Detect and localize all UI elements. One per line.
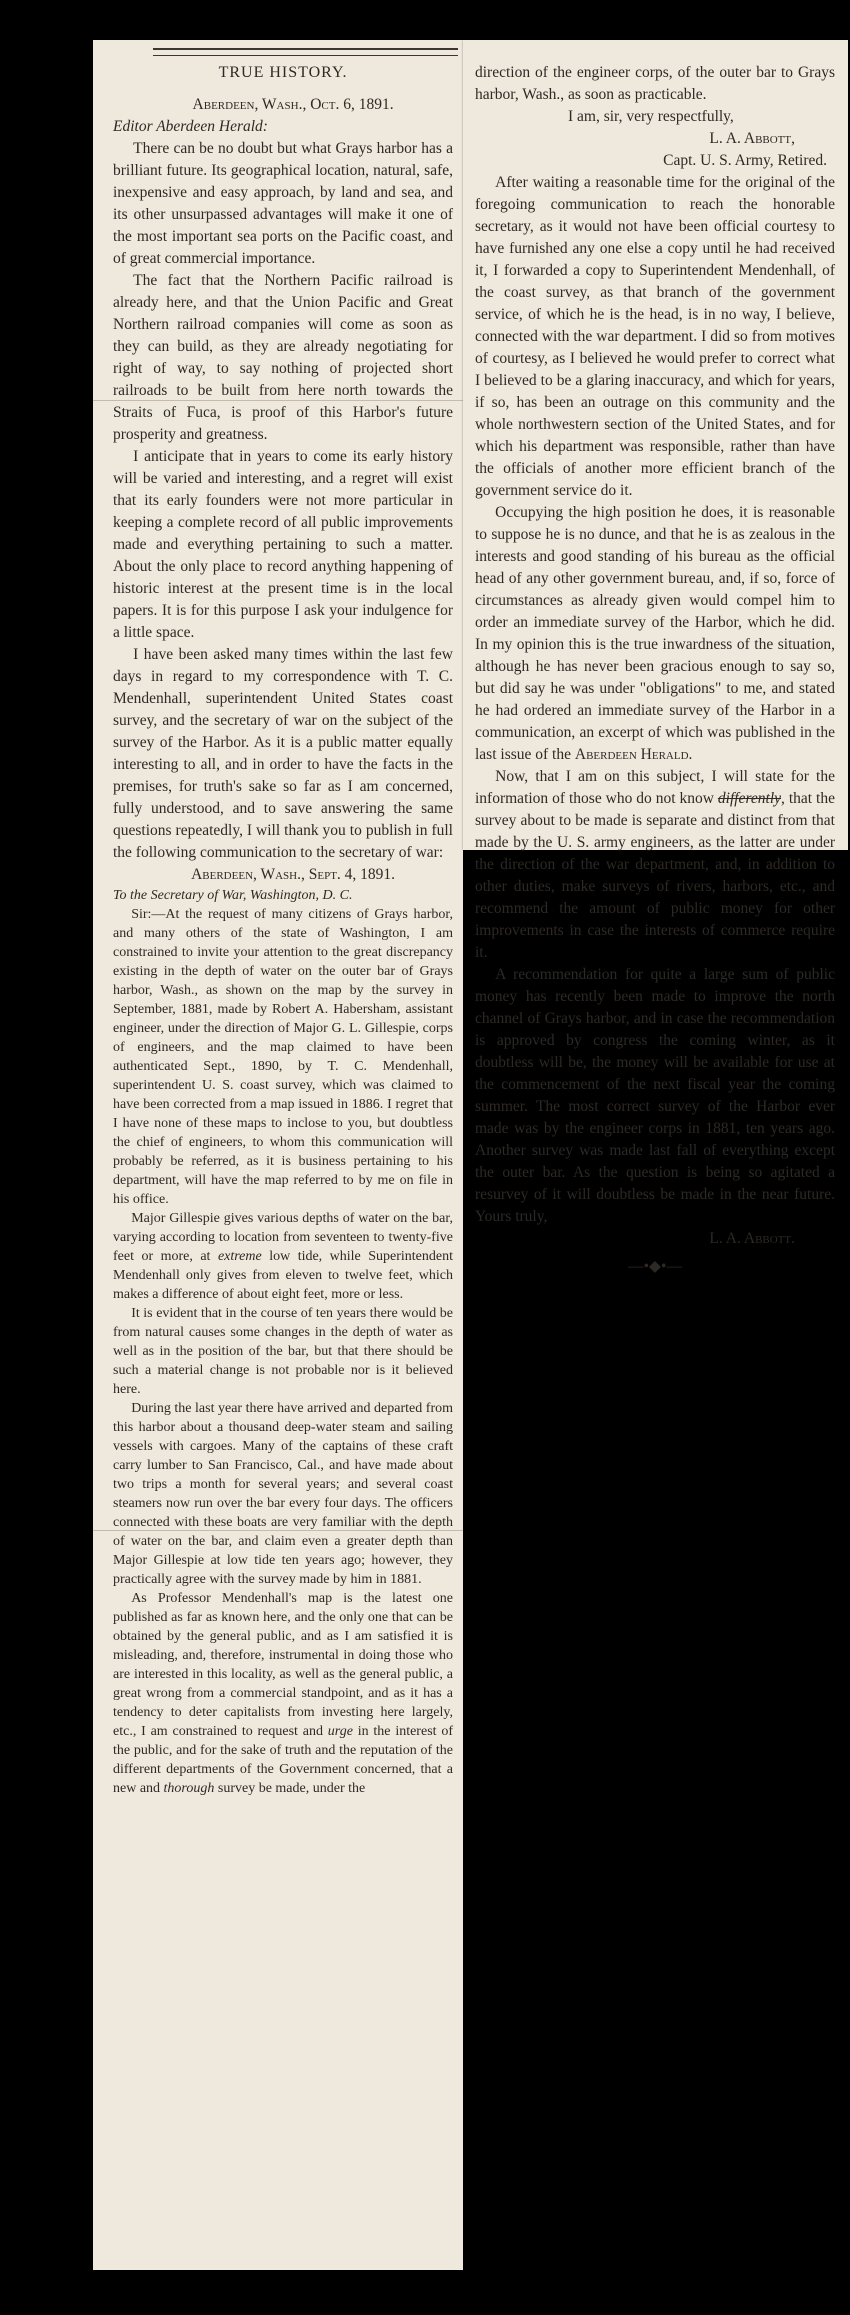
clipping-right-column: [463, 40, 848, 1275]
top-double-rule: [153, 48, 458, 56]
struck-word: differently: [717, 790, 782, 807]
clipping-left-column: [93, 40, 463, 2270]
signature-title: Capt. U. S. Army, Retired.: [663, 152, 827, 169]
letter-dateline: Aberdeen, Wash., Sept. 4, 1891.: [191, 866, 396, 883]
right-column-text: [475, 62, 835, 1275]
article-paragraph: There can be no doubt but what Grays harbor has a brilliant future. Its geographical location, natural, safe, inexpensive and easy approach, by land and sea, and its other unsurpassed advantages will make it one of the most important sea ports on the Pacific coast, and of great commercial importance.: [113, 140, 453, 267]
article-paragraph: Now, that I am on this subject, I will state for the information of those who do not know differently, that the survey about to be made is separate and distinct from that made by the U. S. army engineers, as the latter are under the direction of the war department, and, in addition to other duties, make surveys of rivers, harbors, etc., and recommend the amount of public money for other improvements in case the interests of commerce require it.: [475, 768, 835, 961]
letter-paragraph: As Professor Mendenhall's map is the latest one published as far as known here, and the only one that can be obtained by the general public, and as I am satisfied it is misleading, and, therefore, instrumental in doing those who are interested in this locality, as well as the general public, a great wrong from a commercial standpoint, and as it has a tendency to deter capitalists from investing here largely, etc., I am constrained to request and urge in the interest of the public, and for the sake of truth and the reputation of the different departments of the Government concerned, that a new and thorough survey be made, under the: [113, 1591, 453, 1796]
letter-paragraph: During the last year there have arrived and departed from this harbor about a thousand deep-water steam and sailing vessels with cargoes. Many of the captains of these craft carry lumber to San Francisco, Cal., and have made about two trips a month for several years; and several coast steamers now run over the bar every four days. The officers connected with these boats are very familiar with the depth of water on the bar, and claim even a greater depth than Major Gillespie at low tide ten years ago; however, they practically agree with the survey made by him in 1881.: [113, 1401, 453, 1587]
ornament-rule: —•◆•—: [628, 1258, 682, 1275]
article-paragraph: After waiting a reasonable time for the original of the foregoing communication to reach the honorable secretary, as it would not have been official courtesy to have furnished any one else a copy until he had received it, I forwarded a copy to Superintendent Mendenhall, of the coast survey, as that branch of the government service, of which he is the head, is in no way, I believe, connected with the war department. I did so from motives of courtesy, as I believed he would prefer to correct what I believed to be a glaring inaccuracy, and which for years, if so, has been an outrage on this community and the whole northwestern section of the United States, and for which his department was responsible, rather than have the officials of another more efficient branch of the government service do it.: [475, 174, 835, 499]
article-paragraph: I anticipate that in years to come its early history will be varied and interesting, and a regret will exist that its early founders were not more particular in keeping a complete record of all public improvements made and everything pertaining to such a matter. About the only place to record anything happening of historic interest at the present time is in the local papers. It is for this purpose I ask your indulgence for a little space.: [113, 448, 453, 641]
letter-paragraph: It is evident that in the course of ten years there would be from natural causes some changes in the depth of water as well as in the position of the bar, but that there should be such a material change is not probable nor is it believed here.: [113, 1306, 453, 1397]
letter-paragraph: Sir:—At the request of many citizens of Grays harbor, and many others of the state of Washington, I am constrained to invite your attention to the great discrepancy existing in the depth of water on the outer bar of Grays harbor, Wash., as shown on the map by the survey in September, 1881, made by Robert A. Habersham, assistant engineer, under the direction of Major G. L. Gillespie, corps of engineers, and the map claimed to have been authenticated Sept., 1890, by T. C. Mendenhall, superintendent U. S. coast survey, which was claimed to have been corrected from a map issued in 1886. I regret that I have none of these maps to inclose to you, but doubtless the chief of engineers, to whom this communication will probably be referred, as it is business pertaining to his department, will have the map referred to by me on file in his office.: [113, 907, 453, 1207]
article-paragraph: I have been asked many times within the last few days in regard to my correspondence with T. C. Mendenhall, superintendent United States coast survey, and the secretary of war on the subject of the survey of the Harbor. As it is a public matter equally interesting to all, and in order to have the facts in the premises, for truth's sake so far as I am concerned, fully understood, and to save answering the same questions repeatedly, I will thank you to publish in full the following communication to the secretary of war:: [113, 646, 453, 861]
editor-salutation: Editor Aberdeen Herald:: [113, 118, 268, 135]
letter-signature: L. A. Abbott,: [709, 130, 795, 147]
letter-paragraph: Major Gillespie gives various depths of water on the bar, varying according to location from seventeen to twenty-five feet or more, at extreme low tide, while Superintendent Mendenhall only gives from eleven to twelve feet, which makes a difference of about eight feet, more or less.: [113, 1211, 454, 1302]
letter-closing: I am, sir, very respectfully,: [568, 108, 734, 125]
article-dateline: Aberdeen, Wash., Oct. 6, 1891.: [192, 96, 394, 113]
article-paragraph: Occupying the high position he does, it is reasonable to suppose he is no dunce, and that he is as zealous in the interests and good standing of his bureau as the official head of any other government bureau, and, if so, force of circumstances as already given would compel him to order an immediate survey of the Harbor, which he did. In my opinion this is the true inwardness of the situation, although he has never been gracious enough to say so, but did say he was under "obligations" to me, and stated he had ordered an immediate survey of the Harbor in a communication, an excerpt of which was published in the last issue of the Aberdeen Herald.: [475, 504, 835, 763]
article-headline: TRUE HISTORY.: [218, 64, 348, 81]
letter-addressee: To the Secretary of War, Washington, D. C.: [113, 888, 353, 903]
closing-signature: L. A. Abbott.: [709, 1230, 795, 1247]
article-paragraph: The fact that the Northern Pacific railroad is already here, and that the Union Pacific and Great Northern railroad companies will come as soon as they can build, as they are already negotiating for right of way, to say nothing of projected short railroads to be built from here north towards the Straits of Fuca, is proof of this Harbor's future prosperity and greatness.: [113, 272, 453, 443]
letter-paragraph: direction of the engineer corps, of the outer bar to Grays harbor, Wash., as soon as practicable.: [475, 64, 835, 103]
article-paragraph: A recommendation for quite a large sum of public money has recently been made to improve the north channel of Grays harbor, and in case the recommendation is approved by congress the coming winter, as it doubtless will be, the money will be available for use at the commencement of the next fiscal year the coming summer. The most correct survey of the Harbor ever made was by the engineer corps in 1881, ten years ago. Another survey was made last fall of everything except the outer bar. As the question is being so agitated a resurvey of it will doubtless be made in the near future. Yours truly,: [475, 966, 835, 1225]
left-column-text: [113, 60, 453, 2235]
